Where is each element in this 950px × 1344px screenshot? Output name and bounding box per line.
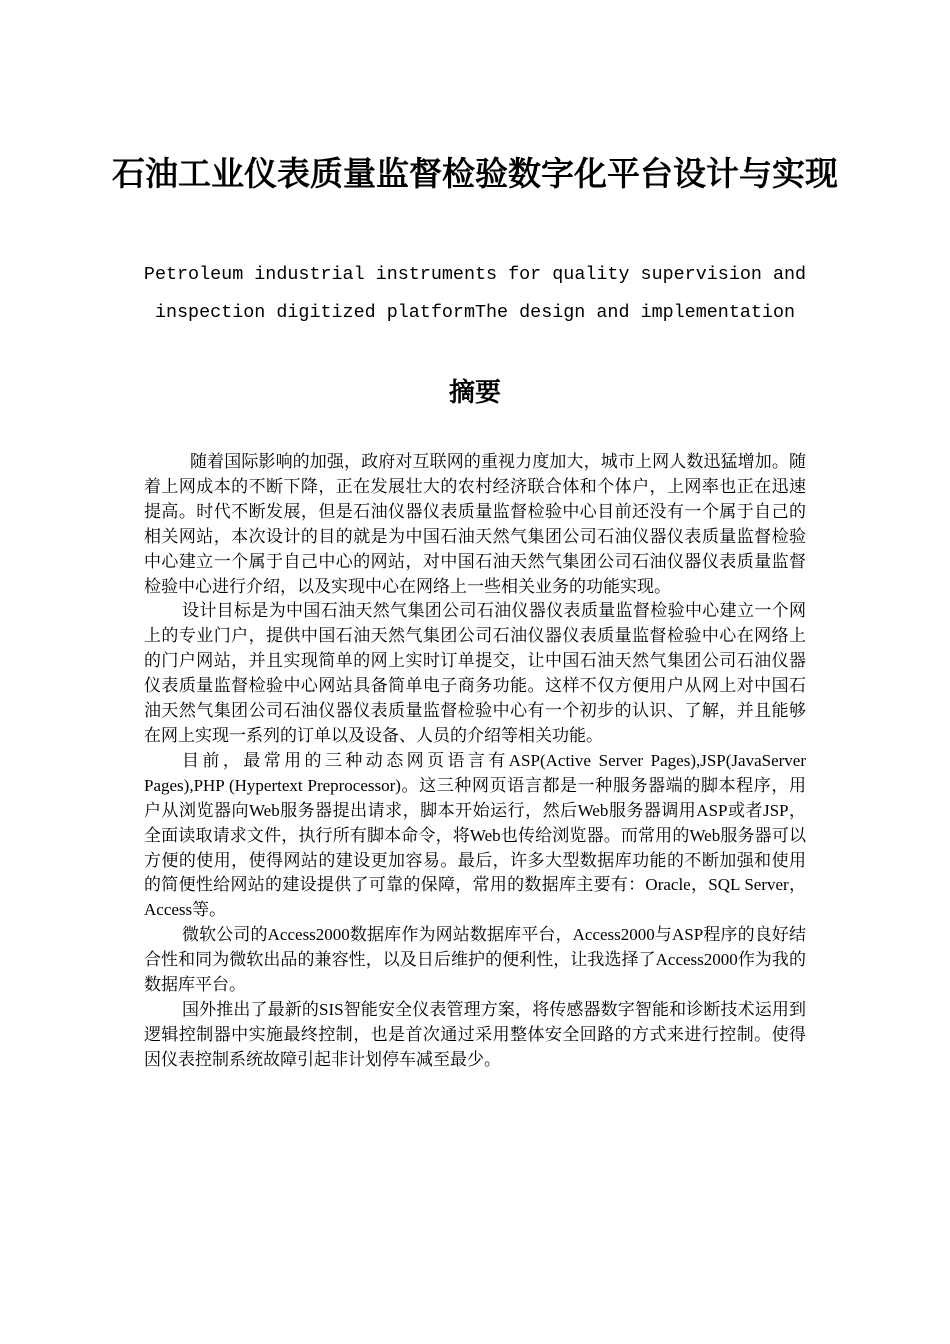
abstract-heading: 摘要 (448, 378, 501, 408)
abstract-paragraph: 微软公司的Access2000数据库作为网站数据库平台，Access2000与ASP程序的良好结合性和同为微软出品的兼容性，以及日后维护的便利性，让我选择了Access2000作为我的数据库平台。 (144, 925, 806, 995)
abstract-paragraph: 随着国际影响的加强，政府对互联网的重视力度加大，城市上网人数迅猛增加。随着上网成本的不断下降，正在发展壮大的农村经济联合体和个体户，上网率也正在迅速提高。时代不断发展，但是石油仪器仪表质量监督检验中心目前还没有一个属于自己的相关网站，本次设计的目的就是为中国石油天然气集团公司石油仪器仪表质量监督检验中心建立一个属于自己中心的网站，对中国石油天然气集团公司石油仪器仪表质量监督检验中心进行介绍，以及实现中心在网络上一些相关业务的功能实现。 (144, 452, 806, 596)
abstract-paragraph: 设计目标是为中国石油天然气集团公司石油仪器仪表质量监督检验中心建立一个网上的专业门户，提供中国石油天然气集团公司石油仪器仪表质量监督检验中心在网络上的门户网站，并且实现简单的网上实时订单提交，让中国石油天然气集团公司石油仪器仪表质量监督检验中心网站具备简单电子商务功能。这样不仅方便用户从网上对中国石油天然气集团公司石油仪器仪表质量监督检验中心有一个初步的认识、了解，并且能够在网上实现一系列的订单以及设备、人员的介绍等相关功能。 (144, 601, 806, 745)
english-subtitle: Petroleum industrial instruments for quality supervision and inspection digitized platformThe design and implementation (143, 264, 807, 323)
abstract-paragraph: 目前，最常用的三种动态网页语言有ASP(Active Server Pages),JSP(JavaServer Pages),PHP (Hypertext Preprocessor)。这三种网页语言都是一种服务器端的脚本程序，用户从浏览器向Web服务器提出请求，脚本开始运行，然后Web服务器调用ASP或者JSP，全面读取请求文件，执行所有脚本命令，将Web也传给浏览器。而常用的Web服务器可以方便的使用，使得网站的建设更加容易。最后，许多大型数据库功能的不断加强和使用的简便性给网站的建设提供了可靠的保障，常用的数据库主要有：Oracle，SQL Server，Access等。 (144, 750, 806, 920)
document-title: 石油工业仪表质量监督检验数字化平台设计与实现 (112, 154, 838, 193)
abstract-paragraph: 国外推出了最新的SIS智能安全仪表管理方案，将传感器数字智能和诊断技术运用到逻辑控制器中实施最终控制，也是首次通过采用整体安全回路的方式来进行控制。使得因仪表控制系统故障引起非计划停车减至最少。 (144, 999, 806, 1069)
abstract-body (144, 450, 806, 1073)
